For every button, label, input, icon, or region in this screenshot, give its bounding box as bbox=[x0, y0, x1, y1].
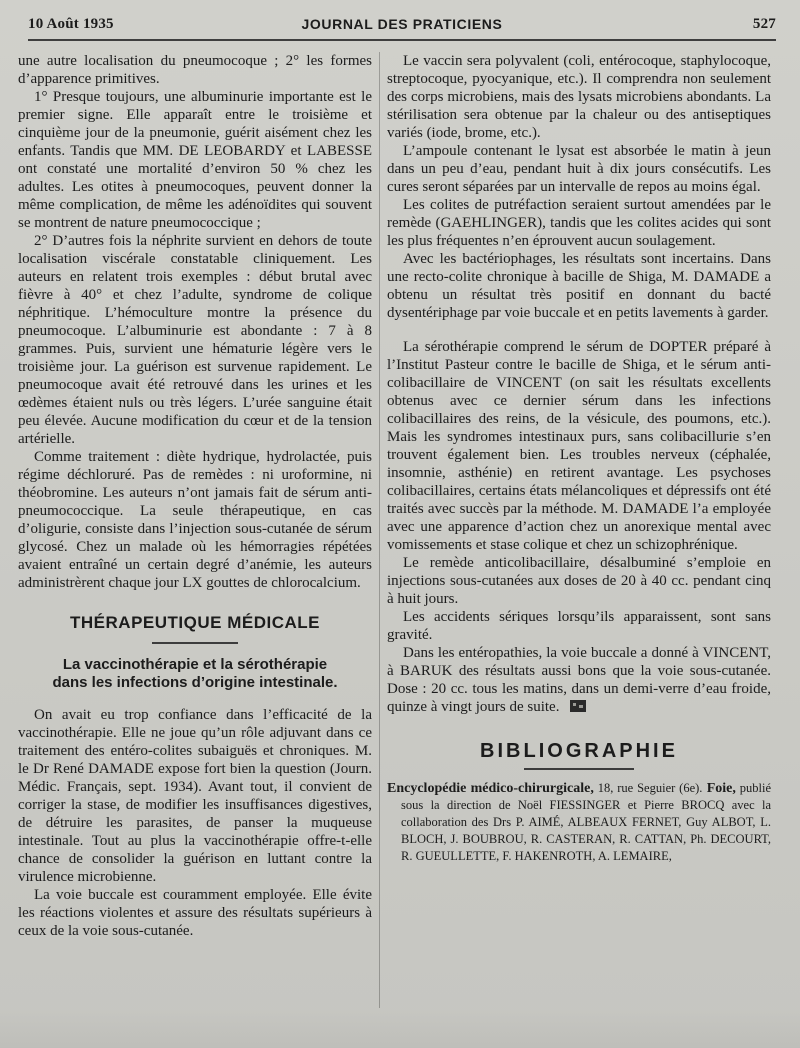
right-paragraph-3: Les colites de putréfaction seraient surtout amendées par le remède (GAEHLINGER), tandis que les colites acides qui sont les plus fréquentes n’en éprouvent aucun soulagement. bbox=[387, 197, 771, 249]
article-paragraph-1: On avait eu trop confiance dans l’efficacité de la vaccinothérapie. Elle ne joue qu’un rôle adjuvant dans ce traitement des entéro-colites subaiguës et chroniques. M. le Dr René DAMADE expose fort bien la question (Journ. Médic. Français, sept. 1934). Avant tout, il convient de corriger la stase, de modifier les insuffisances digestives, de détruire les parasites, de panser la muqueuse intestinale. Tout au plus la vaccinothérapie offre-t-elle chance de consolider la guérison en luttant contre la virulence microbienne. bbox=[18, 707, 372, 885]
header-page-number: 527 bbox=[752, 16, 776, 32]
left-paragraph-2: 1° Presque toujours, une albuminurie importante est le premier signe. Elle apparaît entre le troisième et cinquième jour de la pneumonie, guérit aisément chez les enfants. Tandis que MM. DE LEOBARDY et LABESSE ont constaté une mortalité d’environ 50 % chez les adultes. Les otites à pneumocoques, peuvent donner la même complication, de même les adénoïdites qui souvent se montrent de nature pneumococcique ; bbox=[18, 89, 372, 231]
right-paragraph-4: Avec les bactériophages, les résultats sont incertains. Dans une recto-colite chronique à bacille de Shiga, M. DAMADE a obtenu un résultat très positif en donnant du bacté dysentériphage par voie buccale et en petits lavements à garder. bbox=[387, 251, 771, 321]
bib-entry-address: 18, rue Seguier (6e). bbox=[593, 781, 703, 795]
header-rule bbox=[28, 39, 776, 41]
right-paragraph-7: Les accidents sériques lorsqu’ils apparaissent, sont sans gravité. bbox=[387, 609, 771, 643]
header-journal-title: JOURNAL DES PRATICIENS bbox=[301, 16, 503, 32]
article-title-line-1: La vaccinothérapie et la sérothérapie bbox=[62, 656, 328, 673]
section-rule bbox=[152, 642, 238, 644]
page-header bbox=[28, 10, 776, 38]
right-column bbox=[387, 52, 771, 1048]
bib-entry-foie: Foie, bbox=[702, 781, 736, 796]
right-paragraph-1: Le vaccin sera polyvalent (coli, entérocoque, staphylocoque, streptocoque, pyocyanique, etc.). Il comprendra non seulement des corps microbiens, mais des lysats microbiens abondants. La stérilisation sera obtenue par la chaleur ou des antiseptiques variés (iode, brome, etc.). bbox=[387, 53, 771, 141]
right-paragraph-2: L’ampoule contenant le lysat est absorbée le matin à jeun dans un peu d’eau, pendant huit à dix jours consécutifs. Les cures seront séparées par un intervalle de repos au moins égal. bbox=[387, 143, 771, 195]
bibliography-entry bbox=[387, 780, 771, 865]
article-paragraph-2: La voie buccale est couramment employée. Elle évite les réactions violentes et assure des résultats supérieurs à ceux de la voie sous-cutanée. bbox=[18, 887, 372, 939]
bibliography-rule bbox=[524, 768, 634, 770]
left-paragraph-4: Comme traitement : diète hydrique, hydrolactée, puis régime déchloruré. Pas de remèdes : ni uroformine, ni théobromine. Les auteurs n’ont jamais fait de sérum anti-pneumococcique. La seule thérapeutique, en cas d’oligurie, consiste dans l’injection sous-cutanée de sérum glycosé. Chez un malade où les hémorragies répétées avaient entraîné un certain degré d’anémie, les auteurs administrèrent chaque jour LX gouttes de chlorocalcium. bbox=[18, 449, 372, 591]
left-paragraph-3: 2° D’autres fois la néphrite survient en dehors de toute localisation viscérale constatable cliniquement. Les auteurs en relatent trois exemples : début brutal avec fièvre à 40° et chez l’adulte, syndrome de colique néphritique. L’hémoculture montre la présence du pneumocoque. L’albuminurie est abondante : 7 à 8 grammes. Puis, survient une hématurie légère vers le troisième jour. La guérison est survenue rapidement. Le pneumocoque avait été retrouvé dans les urines et les œdèmes étaient nuls ou très légers. L’urée sanguine était peu élevée. Aucune modification du cœur et de la tension artérielle. bbox=[18, 233, 372, 447]
header-date: 10 Août 1935 bbox=[28, 16, 114, 32]
left-column bbox=[18, 52, 372, 1048]
bib-entry-lead: Encyclopédie médico-chirurgicale, bbox=[387, 781, 594, 796]
right-paragraph-8 bbox=[387, 644, 771, 716]
printer-ornament-icon bbox=[569, 699, 587, 713]
right-paragraph-6: Le remède anticolibacillaire, désalbuminé s’emploie en injections sous-cutanées aux doses de 20 à 40 cc. pendant cinq à huit jours. bbox=[387, 555, 771, 607]
left-paragraph-1: une autre localisation du pneumocoque ; 2° les formes d’apparence primitives. bbox=[18, 53, 372, 87]
article-title bbox=[18, 656, 372, 692]
right-paragraph-5: La sérothérapie comprend le sérum de DOPTER préparé à l’Institut Pasteur contre le bacille de Shiga, et le sérum anti-colibacillaire de VINCENT (on sait les résultats excellents obtenus avec ce dernier sérum dans les infections colibacillaires des reins, de la vésicule, des poumons, etc.). Mais les syndromes intestinaux purs, sans colibacillurie s’en trouvent également bien. Les troubles nerveux (céphalée, insomnie, asthénie) en retirent avantage. Les psychoses colibacillaires, certains états mélancoliques et dépressifs ont été traités avec succès par la méthode. M. DAMADE l’a employée avec une apparence d’action chez un anorexique mental avec vomissements et stase colique et chez un schizophrénique. bbox=[387, 339, 771, 553]
bibliography-heading: BIBLIOGRAPHIE bbox=[480, 740, 678, 762]
bib-entry-rest: publié sous la direction de Noël FIESSINGER et Pierre BROCQ avec la collaboration des Drs P. AIMÉ, ALBEAUX FERNET, Guy ALBOT, L. BLOCH, J. BOUBROU, R. CASTERAN, R. CATTAN, Ph. DECOURT, R. GUEULLETTE, F. HAKENROTH, A. LEMAIRE, bbox=[401, 781, 771, 863]
section-heading: THÉRAPEUTIQUE MÉDICALE bbox=[70, 613, 320, 632]
article-title-line-2: dans les infections d’origine intestinale. bbox=[52, 674, 338, 691]
column-divider bbox=[379, 52, 380, 1008]
right-paragraph-8-text: Dans les entéropathies, la voie buccale a donné à VINCENT, à BARUK des résultats aussi bons que la voie sous-cutanée. Dose : 20 cc. tous les matins, dans un demi-verre d’eau froide, quinze à vingt jours de suite. bbox=[387, 645, 771, 715]
